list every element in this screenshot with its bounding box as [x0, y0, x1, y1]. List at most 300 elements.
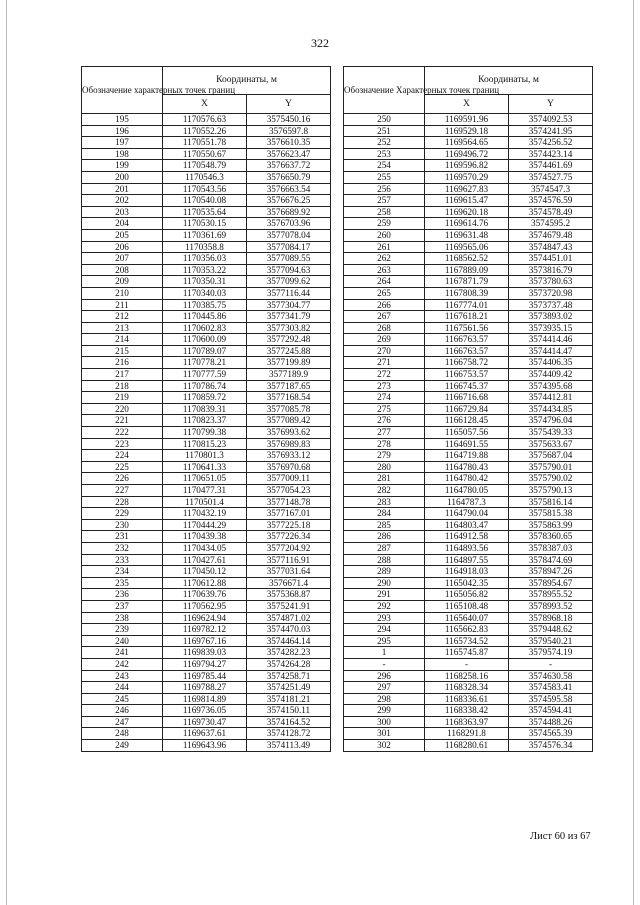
- x-coordinate-cell: 1168291.8: [425, 728, 509, 740]
- table-row: [344, 612, 593, 624]
- table-row: [82, 508, 331, 520]
- table-row: [82, 322, 331, 334]
- x-coordinate-cell: 1165056.82: [425, 589, 509, 601]
- y-coordinate-cell: 3574128.72: [247, 728, 331, 740]
- point-number-cell: 299: [344, 705, 425, 717]
- point-number-cell: 241: [82, 647, 163, 659]
- x-coordinate-cell: 1169565.06: [425, 241, 509, 253]
- y-coordinate-cell: 3574576.34: [509, 740, 593, 752]
- y-coordinate-cell: 3574113.49: [247, 740, 331, 752]
- y-coordinate-cell: 3574251.49: [247, 682, 331, 694]
- y-coordinate-cell: 3575439.33: [509, 427, 593, 439]
- y-coordinate-cell: 3573816.79: [509, 264, 593, 276]
- table-row: [82, 287, 331, 299]
- y-coordinate-cell: 3576676.25: [247, 195, 331, 207]
- x-coordinate-cell: 1170432.19: [163, 508, 247, 520]
- point-number-cell: 275: [344, 403, 425, 415]
- point-number-cell: 250: [344, 114, 425, 126]
- x-coordinate-cell: 1167561.56: [425, 322, 509, 334]
- table-row: [82, 427, 331, 439]
- x-coordinate-cell: 1169570.29: [425, 171, 509, 183]
- point-number-cell: 297: [344, 682, 425, 694]
- y-coordinate-cell: 3578360.65: [509, 531, 593, 543]
- y-coordinate-cell: 3574406.35: [509, 357, 593, 369]
- point-number-cell: 239: [82, 624, 163, 636]
- point-number-cell: 221: [82, 415, 163, 427]
- point-designation-header: Обозначение характерных точек границ: [82, 67, 163, 114]
- table-row: [82, 264, 331, 276]
- x-coordinate-cell: 1167871.79: [425, 276, 509, 288]
- x-coordinate-cell: 1170786.74: [163, 380, 247, 392]
- point-number-cell: 270: [344, 345, 425, 357]
- y-coordinate-cell: 3575241.91: [247, 600, 331, 612]
- point-number-cell: 269: [344, 334, 425, 346]
- table-row: [344, 577, 593, 589]
- table-row: [82, 624, 331, 636]
- y-coordinate-cell: 3574527.75: [509, 171, 593, 183]
- point-number-cell: 255: [344, 171, 425, 183]
- y-coordinate-cell: 3574164.52: [247, 716, 331, 728]
- table-row: [344, 369, 593, 381]
- coordinates-header: Координаты, м: [163, 67, 331, 95]
- x-coordinate-cell: 1169814.89: [163, 693, 247, 705]
- table-row: [344, 241, 593, 253]
- x-coordinate-cell: 1169839.03: [163, 647, 247, 659]
- table-row: [82, 473, 331, 485]
- x-coordinate-cell: 1170450.12: [163, 566, 247, 578]
- table-row: [82, 218, 331, 230]
- table-row: [82, 705, 331, 717]
- table-row: [344, 473, 593, 485]
- x-coordinate-cell: 1170356.03: [163, 253, 247, 265]
- x-coordinate-cell: 1169736.05: [163, 705, 247, 717]
- y-coordinate-cell: 3579574.19: [509, 647, 593, 659]
- y-coordinate-cell: 3574630.58: [509, 670, 593, 682]
- y-coordinate-cell: 3574583.41: [509, 682, 593, 694]
- x-coordinate-cell: 1169620.18: [425, 206, 509, 218]
- x-coordinate-cell: 1170353.22: [163, 264, 247, 276]
- x-coordinate-cell: 1170801.3: [163, 450, 247, 462]
- y-column-header: Y: [247, 95, 331, 114]
- x-column-header: X: [425, 95, 509, 114]
- table-row: [82, 380, 331, 392]
- point-number-cell: 211: [82, 299, 163, 311]
- x-coordinate-cell: 1168328.34: [425, 682, 509, 694]
- x-coordinate-cell: 1166763.57: [425, 345, 509, 357]
- point-number-cell: 197: [82, 137, 163, 149]
- x-coordinate-cell: 1165057.56: [425, 427, 509, 439]
- point-number-cell: 216: [82, 357, 163, 369]
- y-coordinate-cell: 3574565.39: [509, 728, 593, 740]
- point-number-cell: 251: [344, 125, 425, 137]
- x-coordinate-cell: 1166745.37: [425, 380, 509, 392]
- point-number-cell: 227: [82, 485, 163, 497]
- table-row: [82, 542, 331, 554]
- x-coordinate-cell: 1167889.09: [425, 264, 509, 276]
- table-row: [344, 345, 593, 357]
- table-row: [344, 264, 593, 276]
- point-number-cell: 196: [82, 125, 163, 137]
- x-coordinate-cell: 1170823.37: [163, 415, 247, 427]
- y-coordinate-cell: 3574409.42: [509, 369, 593, 381]
- right-margin-line: [633, 0, 634, 905]
- point-number-cell: 213: [82, 322, 163, 334]
- y-coordinate-cell: 3574092.53: [509, 114, 593, 126]
- point-number-cell: 278: [344, 438, 425, 450]
- y-coordinate-cell: 3578954.67: [509, 577, 593, 589]
- point-number-cell: 210: [82, 287, 163, 299]
- x-coordinate-cell: 1164897.55: [425, 554, 509, 566]
- y-coordinate-cell: 3577084.17: [247, 241, 331, 253]
- point-number-cell: 295: [344, 635, 425, 647]
- table-row: [344, 229, 593, 241]
- point-number-cell: 222: [82, 427, 163, 439]
- x-coordinate-cell: 1170543.56: [163, 183, 247, 195]
- table-row: [344, 705, 593, 717]
- point-number-cell: 268: [344, 322, 425, 334]
- table-row: [82, 554, 331, 566]
- table-row: [344, 531, 593, 543]
- y-coordinate-cell: 3575368.87: [247, 589, 331, 601]
- point-number-cell: 235: [82, 577, 163, 589]
- x-coordinate-cell: 1165734.52: [425, 635, 509, 647]
- table-row: [82, 589, 331, 601]
- x-coordinate-cell: 1166763.57: [425, 334, 509, 346]
- table-row: [82, 682, 331, 694]
- table-row: [344, 334, 593, 346]
- x-coordinate-cell: 1170651.05: [163, 473, 247, 485]
- table-row: [344, 508, 593, 520]
- point-number-cell: 264: [344, 276, 425, 288]
- point-number-cell: 195: [82, 114, 163, 126]
- x-coordinate-cell: 1169767.16: [163, 635, 247, 647]
- x-coordinate-cell: 1169637.61: [163, 728, 247, 740]
- table-row: [344, 171, 593, 183]
- table-row: [82, 740, 331, 752]
- point-number-cell: 301: [344, 728, 425, 740]
- point-designation-header: Обозначение Характерных точек границ: [344, 67, 425, 114]
- y-coordinate-cell: 3574395.68: [509, 380, 593, 392]
- point-number-cell: 284: [344, 508, 425, 520]
- y-coordinate-cell: 3576663.54: [247, 183, 331, 195]
- table-row: [82, 600, 331, 612]
- x-coordinate-cell: 1169624.94: [163, 612, 247, 624]
- point-number-cell: 280: [344, 461, 425, 473]
- point-number-cell: 252: [344, 137, 425, 149]
- point-number-cell: 248: [82, 728, 163, 740]
- point-number-cell: 283: [344, 496, 425, 508]
- point-number-cell: 279: [344, 450, 425, 462]
- point-number-cell: 253: [344, 148, 425, 160]
- x-coordinate-cell: 1164719.88: [425, 450, 509, 462]
- y-coordinate-cell: 3578955.52: [509, 589, 593, 601]
- x-coordinate-cell: 1170550.67: [163, 148, 247, 160]
- y-coordinate-cell: 3575863.99: [509, 519, 593, 531]
- x-coordinate-cell: 1164918.03: [425, 566, 509, 578]
- right-table-body: [344, 114, 593, 752]
- table-row: [82, 369, 331, 381]
- table-row: [344, 218, 593, 230]
- x-column-header: X: [163, 95, 247, 114]
- point-number-cell: 267: [344, 311, 425, 323]
- table-row: [344, 276, 593, 288]
- table-row: [82, 137, 331, 149]
- x-coordinate-cell: 1168280.61: [425, 740, 509, 752]
- x-coordinate-cell: 1170535.64: [163, 206, 247, 218]
- y-coordinate-cell: 3574181.21: [247, 693, 331, 705]
- x-coordinate-cell: 1169643.96: [163, 740, 247, 752]
- x-coordinate-cell: 1165640.07: [425, 612, 509, 624]
- table-row: [82, 519, 331, 531]
- table-row: [344, 195, 593, 207]
- point-number-cell: 217: [82, 369, 163, 381]
- point-number-cell: 290: [344, 577, 425, 589]
- y-coordinate-cell: 3577116.44: [247, 287, 331, 299]
- x-coordinate-cell: 1170434.05: [163, 542, 247, 554]
- y-coordinate-cell: 3577189.9: [247, 369, 331, 381]
- y-coordinate-cell: 3577245.88: [247, 345, 331, 357]
- point-number-cell: 215: [82, 345, 163, 357]
- table-row: [344, 299, 593, 311]
- y-coordinate-cell: 3574256.52: [509, 137, 593, 149]
- table-row: [82, 206, 331, 218]
- point-number-cell: 274: [344, 392, 425, 404]
- x-coordinate-cell: 1170358.8: [163, 241, 247, 253]
- y-coordinate-cell: 3579448.62: [509, 624, 593, 636]
- x-coordinate-cell: 1170548.79: [163, 160, 247, 172]
- table-row: [82, 345, 331, 357]
- table-row: [344, 682, 593, 694]
- point-number-cell: 294: [344, 624, 425, 636]
- x-coordinate-cell: 1165108.48: [425, 600, 509, 612]
- table-row: [344, 554, 593, 566]
- x-coordinate-cell: 1170546.3: [163, 171, 247, 183]
- y-coordinate-cell: 3575687.04: [509, 450, 593, 462]
- point-number-cell: 257: [344, 195, 425, 207]
- table-row: [344, 311, 593, 323]
- x-coordinate-cell: 1170602.83: [163, 322, 247, 334]
- y-coordinate-cell: 3576703.96: [247, 218, 331, 230]
- x-coordinate-cell: 1170777.59: [163, 369, 247, 381]
- x-coordinate-cell: 1164790.04: [425, 508, 509, 520]
- point-number-cell: 261: [344, 241, 425, 253]
- table-row: [344, 589, 593, 601]
- x-coordinate-cell: 1170562.95: [163, 600, 247, 612]
- coordinates-table-right: [343, 66, 593, 752]
- point-number-cell: 246: [82, 705, 163, 717]
- table-row: [344, 148, 593, 160]
- point-number-cell: 243: [82, 670, 163, 682]
- point-number-cell: 272: [344, 369, 425, 381]
- table-row: [344, 635, 593, 647]
- table-row: [344, 357, 593, 369]
- table-row: [82, 635, 331, 647]
- sheet-counter: Лист 60 из 67: [530, 831, 591, 842]
- point-number-cell: 209: [82, 276, 163, 288]
- table-row: [82, 276, 331, 288]
- y-coordinate-cell: 3576671.4: [247, 577, 331, 589]
- point-number-cell: 224: [82, 450, 163, 462]
- x-coordinate-cell: 1170439.38: [163, 531, 247, 543]
- point-number-cell: 223: [82, 438, 163, 450]
- y-coordinate-cell: 3576637.72: [247, 160, 331, 172]
- table-row: [82, 716, 331, 728]
- x-coordinate-cell: 1165042.35: [425, 577, 509, 589]
- table-row: [344, 160, 593, 172]
- y-coordinate-cell: 3576610.35: [247, 137, 331, 149]
- table-row: [344, 647, 593, 659]
- x-coordinate-cell: 1170641.33: [163, 461, 247, 473]
- point-number-cell: 287: [344, 542, 425, 554]
- point-number-cell: 200: [82, 171, 163, 183]
- x-coordinate-cell: 1166128.45: [425, 415, 509, 427]
- table-row: [82, 148, 331, 160]
- table-row: [82, 647, 331, 659]
- y-coordinate-cell: 3577225.18: [247, 519, 331, 531]
- point-number-cell: 198: [82, 148, 163, 160]
- point-number-cell: 220: [82, 403, 163, 415]
- y-coordinate-cell: 3573780.63: [509, 276, 593, 288]
- point-number-cell: 226: [82, 473, 163, 485]
- y-coordinate-cell: 3577204.92: [247, 542, 331, 554]
- x-coordinate-cell: 1170427.61: [163, 554, 247, 566]
- point-number-cell: 219: [82, 392, 163, 404]
- x-coordinate-cell: 1164691.55: [425, 438, 509, 450]
- x-coordinate-cell: 1164787.3: [425, 496, 509, 508]
- point-number-cell: 288: [344, 554, 425, 566]
- point-number-cell: 240: [82, 635, 163, 647]
- y-coordinate-cell: 3575633.67: [509, 438, 593, 450]
- table-row: [344, 438, 593, 450]
- x-coordinate-cell: 1168363.97: [425, 716, 509, 728]
- point-number-cell: 292: [344, 600, 425, 612]
- y-coordinate-cell: 3576993.62: [247, 427, 331, 439]
- table-row: [82, 670, 331, 682]
- y-coordinate-cell: 3577089.55: [247, 253, 331, 265]
- x-coordinate-cell: 1167808.39: [425, 287, 509, 299]
- y-coordinate-cell: 3577009.11: [247, 473, 331, 485]
- y-coordinate-cell: 3574434.85: [509, 403, 593, 415]
- table-row: [82, 114, 331, 126]
- x-coordinate-cell: 1170530.15: [163, 218, 247, 230]
- y-coordinate-cell: 3575816.14: [509, 496, 593, 508]
- x-coordinate-cell: 1169788.27: [163, 682, 247, 694]
- y-coordinate-cell: 3578474.69: [509, 554, 593, 566]
- point-number-cell: 202: [82, 195, 163, 207]
- x-coordinate-cell: 1170815.23: [163, 438, 247, 450]
- x-coordinate-cell: 1169564.65: [425, 137, 509, 149]
- y-coordinate-cell: 3574547.3: [509, 183, 593, 195]
- x-coordinate-cell: 1165662.83: [425, 624, 509, 636]
- y-coordinate-cell: 3574258.71: [247, 670, 331, 682]
- y-coordinate-cell: 3574796.04: [509, 415, 593, 427]
- y-coordinate-cell: 3574423.14: [509, 148, 593, 160]
- table-row: [82, 334, 331, 346]
- table-row: [82, 241, 331, 253]
- table-row: [82, 658, 331, 670]
- y-coordinate-cell: 3577054.23: [247, 485, 331, 497]
- table-row: [82, 461, 331, 473]
- table-row: [344, 206, 593, 218]
- table-row: [82, 299, 331, 311]
- point-number-cell: 298: [344, 693, 425, 705]
- point-number-cell: 260: [344, 229, 425, 241]
- y-coordinate-cell: 3576623.47: [247, 148, 331, 160]
- point-number-cell: 262: [344, 253, 425, 265]
- point-number-cell: 247: [82, 716, 163, 728]
- y-coordinate-cell: 3574264.28: [247, 658, 331, 670]
- x-coordinate-cell: -: [425, 658, 509, 670]
- table-row: [82, 171, 331, 183]
- y-coordinate-cell: 3576689.92: [247, 206, 331, 218]
- x-coordinate-cell: 1170612.88: [163, 577, 247, 589]
- table-row: [344, 287, 593, 299]
- table-row: [344, 125, 593, 137]
- point-number-cell: 208: [82, 264, 163, 276]
- table-row: [344, 427, 593, 439]
- table-row: [82, 183, 331, 195]
- x-coordinate-cell: 1169596.82: [425, 160, 509, 172]
- point-number-cell: 256: [344, 183, 425, 195]
- x-coordinate-cell: 1169614.76: [425, 218, 509, 230]
- y-coordinate-cell: 3575450.16: [247, 114, 331, 126]
- y-coordinate-cell: 3577292.48: [247, 334, 331, 346]
- coordinates-table-left: [81, 66, 331, 752]
- table-row: [82, 415, 331, 427]
- y-coordinate-cell: 3574847.43: [509, 241, 593, 253]
- y-coordinate-cell: 3574679.48: [509, 229, 593, 241]
- table-row: [82, 311, 331, 323]
- y-coordinate-cell: 3574470.03: [247, 624, 331, 636]
- point-number-cell: -: [344, 658, 425, 670]
- left-table-body: [82, 114, 331, 752]
- x-coordinate-cell: 1166758.72: [425, 357, 509, 369]
- point-number-cell: 245: [82, 693, 163, 705]
- table-row: [344, 566, 593, 578]
- x-coordinate-cell: 1170361.69: [163, 229, 247, 241]
- x-coordinate-cell: 1164893.56: [425, 542, 509, 554]
- point-number-cell: 207: [82, 253, 163, 265]
- y-coordinate-cell: 3576597.8: [247, 125, 331, 137]
- y-coordinate-cell: 3577226.34: [247, 531, 331, 543]
- point-number-cell: 231: [82, 531, 163, 543]
- table-row: [82, 485, 331, 497]
- y-coordinate-cell: 3575790.13: [509, 485, 593, 497]
- y-coordinate-cell: 3577303.82: [247, 322, 331, 334]
- y-coordinate-cell: 3574414.46: [509, 334, 593, 346]
- point-number-cell: 289: [344, 566, 425, 578]
- point-number-cell: 218: [82, 380, 163, 392]
- point-number-cell: 296: [344, 670, 425, 682]
- table-row: [344, 253, 593, 265]
- point-number-cell: 203: [82, 206, 163, 218]
- y-coordinate-cell: 3577304.77: [247, 299, 331, 311]
- x-coordinate-cell: 1168562.52: [425, 253, 509, 265]
- table-row: [82, 438, 331, 450]
- table-row: [344, 137, 593, 149]
- point-number-cell: 271: [344, 357, 425, 369]
- point-number-cell: 212: [82, 311, 163, 323]
- x-coordinate-cell: 1164780.42: [425, 473, 509, 485]
- x-coordinate-cell: 1170799.38: [163, 427, 247, 439]
- y-coordinate-cell: 3574576.59: [509, 195, 593, 207]
- table-row: [344, 716, 593, 728]
- table-row: [344, 415, 593, 427]
- y-coordinate-cell: 3574241.95: [509, 125, 593, 137]
- point-number-cell: 277: [344, 427, 425, 439]
- point-number-cell: 236: [82, 589, 163, 601]
- y-coordinate-cell: 3576933.12: [247, 450, 331, 462]
